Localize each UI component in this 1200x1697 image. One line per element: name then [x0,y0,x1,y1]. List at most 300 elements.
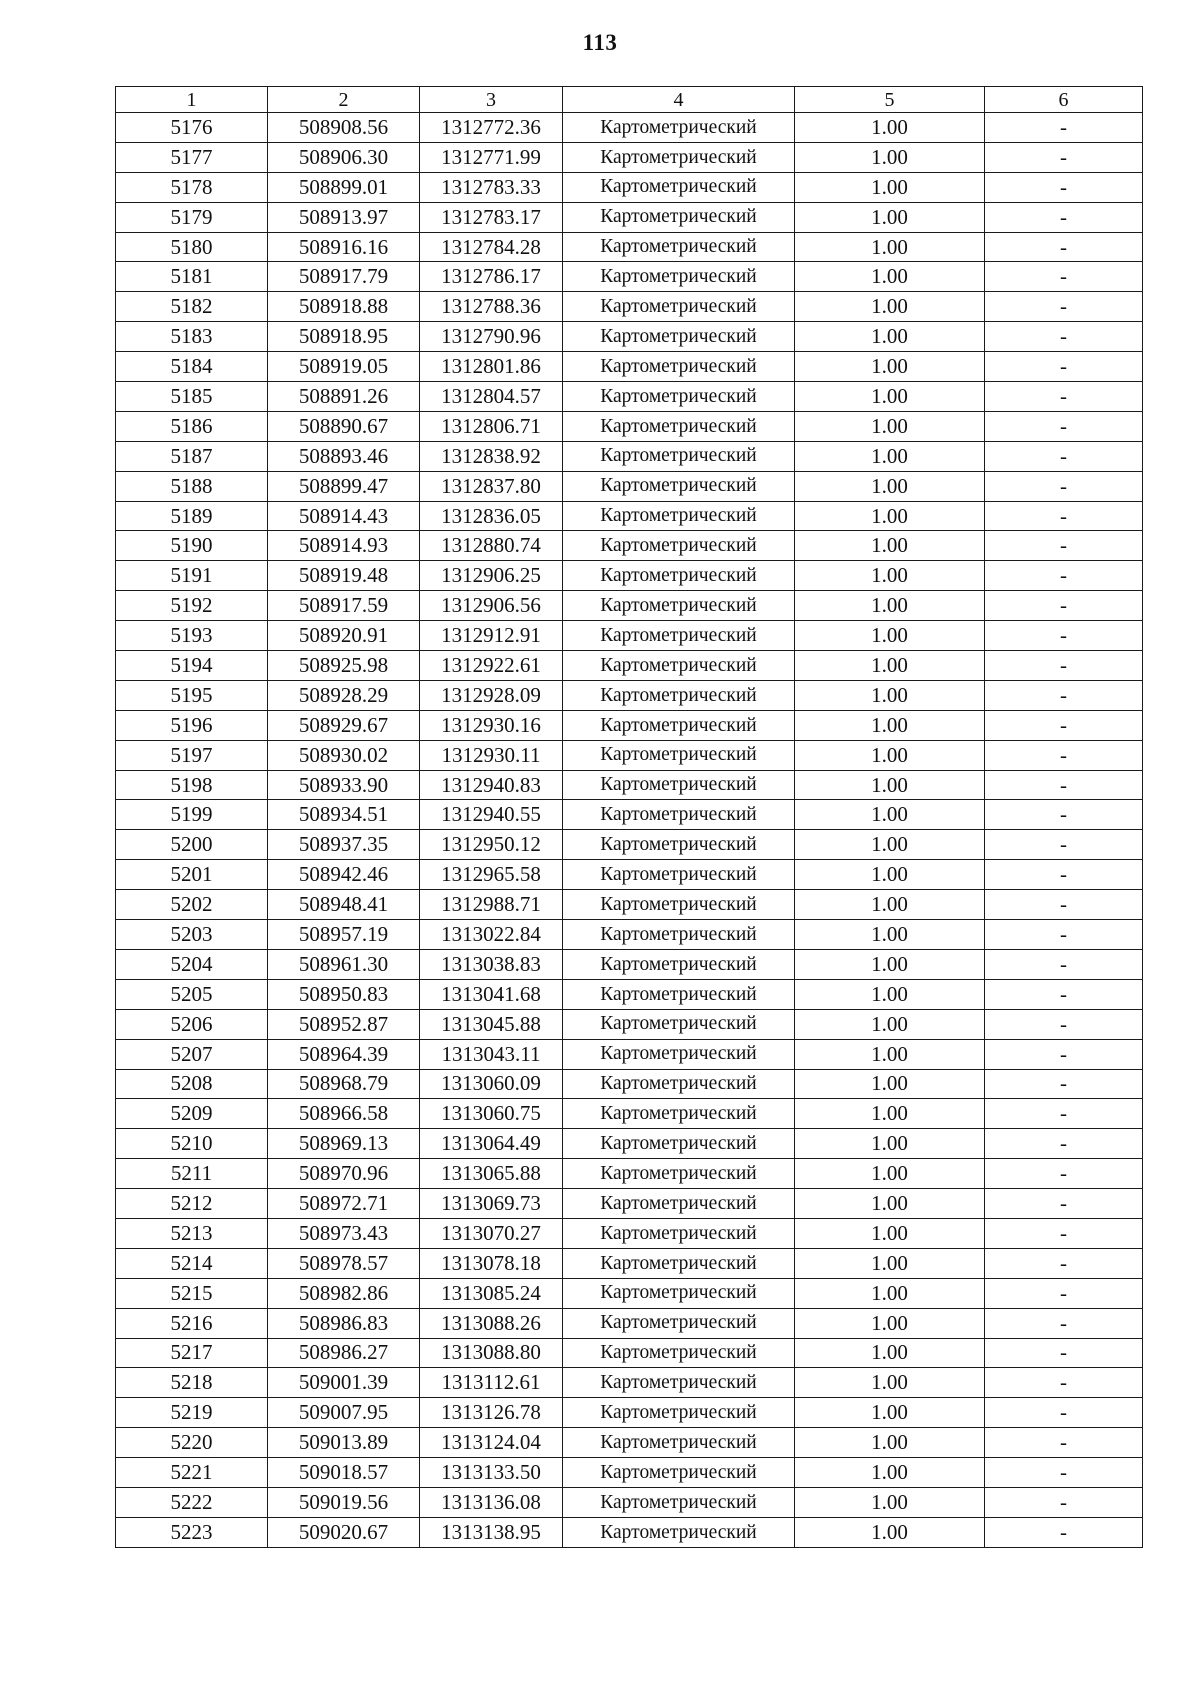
cell-x-coordinate: 508970.96 [268,1159,420,1189]
cell-x-coordinate: 508919.48 [268,561,420,591]
cell-method: Картометрический [563,830,795,860]
cell-note: - [985,770,1143,800]
cell-x-coordinate: 508930.02 [268,740,420,770]
cell-y-coordinate: 1312783.33 [420,172,563,202]
cell-note: - [985,1368,1143,1398]
table-row [116,591,1143,621]
table-row [116,949,1143,979]
cell-y-coordinate: 1313060.09 [420,1069,563,1099]
cell-method: Картометрический [563,1159,795,1189]
cell-point-number: 5222 [116,1487,268,1517]
cell-x-coordinate: 508942.46 [268,860,420,890]
cell-x-coordinate: 508937.35 [268,830,420,860]
table-row [116,890,1143,920]
cell-note: - [985,949,1143,979]
cell-method: Картометрический [563,680,795,710]
table-row [116,680,1143,710]
cell-x-coordinate: 508969.13 [268,1129,420,1159]
cell-point-number: 5221 [116,1458,268,1488]
cell-point-number: 5213 [116,1218,268,1248]
cell-y-coordinate: 1312912.91 [420,621,563,651]
cell-x-coordinate: 508925.98 [268,651,420,681]
cell-note: - [985,561,1143,591]
cell-note: - [985,172,1143,202]
cell-x-coordinate: 508986.83 [268,1308,420,1338]
cell-x-coordinate: 509019.56 [268,1487,420,1517]
cell-note: - [985,1069,1143,1099]
cell-note: - [985,1099,1143,1129]
cell-method: Картометрический [563,949,795,979]
cell-method: Картометрический [563,1189,795,1219]
cell-x-coordinate: 508916.16 [268,232,420,262]
cell-accuracy: 1.00 [795,352,985,382]
cell-x-coordinate: 508966.58 [268,1099,420,1129]
cell-method: Картометрический [563,1458,795,1488]
table-row [116,561,1143,591]
cell-x-coordinate: 508914.93 [268,531,420,561]
cell-accuracy: 1.00 [795,949,985,979]
cell-y-coordinate: 1313133.50 [420,1458,563,1488]
cell-method: Картометрический [563,561,795,591]
cell-note: - [985,1129,1143,1159]
cell-y-coordinate: 1313043.11 [420,1039,563,1069]
cell-point-number: 5211 [116,1159,268,1189]
cell-point-number: 5197 [116,740,268,770]
cell-y-coordinate: 1313038.83 [420,949,563,979]
table-row [116,800,1143,830]
cell-accuracy: 1.00 [795,1278,985,1308]
cell-x-coordinate: 508929.67 [268,710,420,740]
cell-accuracy: 1.00 [795,591,985,621]
table-row [116,1248,1143,1278]
cell-method: Картометрический [563,740,795,770]
table-row [116,1129,1143,1159]
cell-method: Картометрический [563,1248,795,1278]
cell-y-coordinate: 1312988.71 [420,890,563,920]
cell-accuracy: 1.00 [795,531,985,561]
cell-point-number: 5179 [116,202,268,232]
table-row [116,142,1143,172]
cell-point-number: 5214 [116,1248,268,1278]
cell-accuracy: 1.00 [795,1487,985,1517]
cell-method: Картометрический [563,979,795,1009]
cell-x-coordinate: 508934.51 [268,800,420,830]
cell-y-coordinate: 1313022.84 [420,920,563,950]
cell-x-coordinate: 509013.89 [268,1428,420,1458]
cell-method: Картометрический [563,800,795,830]
cell-method: Картометрический [563,1218,795,1248]
table-row [116,382,1143,412]
cell-x-coordinate: 509007.95 [268,1398,420,1428]
cell-x-coordinate: 508918.95 [268,322,420,352]
cell-point-number: 5218 [116,1368,268,1398]
cell-note: - [985,202,1143,232]
table-row [116,1278,1143,1308]
table-row [116,740,1143,770]
cell-accuracy: 1.00 [795,1129,985,1159]
cell-note: - [985,1458,1143,1488]
cell-point-number: 5186 [116,411,268,441]
cell-method: Картометрический [563,1009,795,1039]
cell-method: Картометрический [563,591,795,621]
cell-y-coordinate: 1313070.27 [420,1218,563,1248]
cell-point-number: 5177 [116,142,268,172]
cell-x-coordinate: 508972.71 [268,1189,420,1219]
cell-y-coordinate: 1313124.04 [420,1428,563,1458]
cell-note: - [985,830,1143,860]
cell-note: - [985,1487,1143,1517]
table-row [116,441,1143,471]
cell-accuracy: 1.00 [795,292,985,322]
cell-method: Картометрический [563,1129,795,1159]
column-header-3: 3 [420,87,563,113]
cell-note: - [985,1428,1143,1458]
table-row [116,1368,1143,1398]
cell-method: Картометрический [563,1368,795,1398]
cell-x-coordinate: 508978.57 [268,1248,420,1278]
cell-accuracy: 1.00 [795,322,985,352]
cell-y-coordinate: 1312837.80 [420,471,563,501]
cell-accuracy: 1.00 [795,800,985,830]
table-row [116,770,1143,800]
cell-accuracy: 1.00 [795,1338,985,1368]
cell-method: Картометрический [563,860,795,890]
cell-method: Картометрический [563,1039,795,1069]
cell-note: - [985,1039,1143,1069]
cell-x-coordinate: 508908.56 [268,113,420,143]
cell-note: - [985,292,1143,322]
table-header [116,87,1143,113]
table-body [116,113,1143,1548]
cell-accuracy: 1.00 [795,710,985,740]
cell-note: - [985,1218,1143,1248]
cell-note: - [985,1278,1143,1308]
cell-x-coordinate: 508952.87 [268,1009,420,1039]
cell-accuracy: 1.00 [795,830,985,860]
cell-method: Картометрический [563,292,795,322]
cell-note: - [985,1398,1143,1428]
table-row [116,1039,1143,1069]
table-row [116,352,1143,382]
cell-y-coordinate: 1312836.05 [420,501,563,531]
cell-method: Картометрический [563,531,795,561]
cell-x-coordinate: 508973.43 [268,1218,420,1248]
cell-method: Картометрический [563,621,795,651]
cell-point-number: 5195 [116,680,268,710]
cell-accuracy: 1.00 [795,113,985,143]
table-row [116,292,1143,322]
cell-method: Картометрический [563,770,795,800]
cell-accuracy: 1.00 [795,1517,985,1547]
cell-method: Картометрический [563,322,795,352]
cell-method: Картометрический [563,411,795,441]
cell-point-number: 5208 [116,1069,268,1099]
cell-y-coordinate: 1312906.56 [420,591,563,621]
cell-accuracy: 1.00 [795,1428,985,1458]
cell-x-coordinate: 508913.97 [268,202,420,232]
cell-accuracy: 1.00 [795,979,985,1009]
cell-point-number: 5203 [116,920,268,950]
table-row [116,710,1143,740]
cell-point-number: 5217 [116,1338,268,1368]
cell-y-coordinate: 1312880.74 [420,531,563,561]
cell-x-coordinate: 508964.39 [268,1039,420,1069]
cell-y-coordinate: 1312928.09 [420,680,563,710]
cell-x-coordinate: 508961.30 [268,949,420,979]
cell-method: Картометрический [563,142,795,172]
cell-accuracy: 1.00 [795,441,985,471]
column-header-4: 4 [563,87,795,113]
cell-point-number: 5183 [116,322,268,352]
cell-note: - [985,740,1143,770]
cell-point-number: 5204 [116,949,268,979]
cell-point-number: 5198 [116,770,268,800]
cell-method: Картометрический [563,501,795,531]
cell-y-coordinate: 1313136.08 [420,1487,563,1517]
table-row [116,1487,1143,1517]
cell-accuracy: 1.00 [795,1458,985,1488]
cell-note: - [985,382,1143,412]
cell-x-coordinate: 508918.88 [268,292,420,322]
cell-note: - [985,621,1143,651]
cell-y-coordinate: 1313078.18 [420,1248,563,1278]
cell-point-number: 5192 [116,591,268,621]
cell-note: - [985,322,1143,352]
cell-y-coordinate: 1313085.24 [420,1278,563,1308]
cell-method: Картометрический [563,1099,795,1129]
cell-accuracy: 1.00 [795,471,985,501]
cell-point-number: 5202 [116,890,268,920]
header-row [116,87,1143,113]
cell-accuracy: 1.00 [795,770,985,800]
table-row [116,501,1143,531]
cell-method: Картометрический [563,1308,795,1338]
cell-note: - [985,1009,1143,1039]
cell-method: Картометрический [563,1487,795,1517]
cell-point-number: 5185 [116,382,268,412]
cell-accuracy: 1.00 [795,202,985,232]
cell-x-coordinate: 508957.19 [268,920,420,950]
cell-y-coordinate: 1313088.26 [420,1308,563,1338]
table-row [116,1517,1143,1547]
cell-accuracy: 1.00 [795,1248,985,1278]
cell-x-coordinate: 508893.46 [268,441,420,471]
cell-y-coordinate: 1312950.12 [420,830,563,860]
cell-accuracy: 1.00 [795,172,985,202]
cell-point-number: 5193 [116,621,268,651]
cell-accuracy: 1.00 [795,561,985,591]
cell-x-coordinate: 508920.91 [268,621,420,651]
cell-point-number: 5200 [116,830,268,860]
cell-x-coordinate: 508890.67 [268,411,420,441]
cell-y-coordinate: 1312806.71 [420,411,563,441]
page-number: 113 [582,30,618,55]
cell-note: - [985,890,1143,920]
cell-point-number: 5191 [116,561,268,591]
cell-note: - [985,1159,1143,1189]
coordinates-table [115,86,1143,1548]
cell-note: - [985,800,1143,830]
cell-accuracy: 1.00 [795,1009,985,1039]
cell-point-number: 5190 [116,531,268,561]
cell-x-coordinate: 509020.67 [268,1517,420,1547]
cell-y-coordinate: 1312965.58 [420,860,563,890]
cell-accuracy: 1.00 [795,1398,985,1428]
table-row [116,202,1143,232]
cell-point-number: 5182 [116,292,268,322]
cell-accuracy: 1.00 [795,680,985,710]
cell-method: Картометрический [563,1517,795,1547]
cell-accuracy: 1.00 [795,382,985,412]
table-row [116,1338,1143,1368]
cell-point-number: 5189 [116,501,268,531]
cell-y-coordinate: 1312788.36 [420,292,563,322]
cell-x-coordinate: 508933.90 [268,770,420,800]
table-row [116,1159,1143,1189]
cell-note: - [985,1189,1143,1219]
table-row [116,1458,1143,1488]
cell-accuracy: 1.00 [795,1308,985,1338]
cell-method: Картометрический [563,352,795,382]
table-row [116,920,1143,950]
cell-point-number: 5184 [116,352,268,382]
table-row [116,1218,1143,1248]
cell-note: - [985,860,1143,890]
cell-y-coordinate: 1312930.11 [420,740,563,770]
cell-method: Картометрический [563,890,795,920]
cell-y-coordinate: 1312804.57 [420,382,563,412]
cell-note: - [985,920,1143,950]
cell-method: Картометрический [563,710,795,740]
column-header-1: 1 [116,87,268,113]
cell-note: - [985,411,1143,441]
table-row [116,979,1143,1009]
cell-point-number: 5178 [116,172,268,202]
cell-note: - [985,352,1143,382]
cell-note: - [985,262,1143,292]
cell-y-coordinate: 1313138.95 [420,1517,563,1547]
cell-note: - [985,232,1143,262]
cell-accuracy: 1.00 [795,651,985,681]
table-row [116,1189,1143,1219]
cell-accuracy: 1.00 [795,860,985,890]
table-row [116,262,1143,292]
table-row [116,531,1143,561]
cell-x-coordinate: 508919.05 [268,352,420,382]
cell-note: - [985,142,1143,172]
cell-point-number: 5210 [116,1129,268,1159]
cell-y-coordinate: 1313064.49 [420,1129,563,1159]
cell-point-number: 5207 [116,1039,268,1069]
cell-y-coordinate: 1313065.88 [420,1159,563,1189]
cell-method: Картометрический [563,651,795,681]
table-row [116,830,1143,860]
cell-accuracy: 1.00 [795,142,985,172]
cell-accuracy: 1.00 [795,501,985,531]
cell-method: Картометрический [563,382,795,412]
cell-point-number: 5209 [116,1099,268,1129]
cell-x-coordinate: 508948.41 [268,890,420,920]
cell-point-number: 5206 [116,1009,268,1039]
cell-accuracy: 1.00 [795,1069,985,1099]
cell-accuracy: 1.00 [795,1368,985,1398]
table-row [116,471,1143,501]
cell-method: Картометрический [563,113,795,143]
cell-note: - [985,591,1143,621]
cell-x-coordinate: 508917.79 [268,262,420,292]
table-row [116,1099,1143,1129]
cell-accuracy: 1.00 [795,1159,985,1189]
cell-point-number: 5216 [116,1308,268,1338]
cell-y-coordinate: 1312771.99 [420,142,563,172]
cell-accuracy: 1.00 [795,920,985,950]
cell-accuracy: 1.00 [795,1039,985,1069]
cell-accuracy: 1.00 [795,411,985,441]
cell-method: Картометрический [563,1069,795,1099]
cell-method: Картометрический [563,471,795,501]
cell-method: Картометрический [563,1278,795,1308]
cell-y-coordinate: 1312801.86 [420,352,563,382]
table-row [116,411,1143,441]
cell-x-coordinate: 509018.57 [268,1458,420,1488]
cell-x-coordinate: 508899.47 [268,471,420,501]
cell-point-number: 5194 [116,651,268,681]
table-row [116,172,1143,202]
cell-y-coordinate: 1312790.96 [420,322,563,352]
cell-x-coordinate: 508928.29 [268,680,420,710]
cell-note: - [985,651,1143,681]
cell-method: Картометрический [563,1428,795,1458]
table-row [116,651,1143,681]
cell-y-coordinate: 1312772.36 [420,113,563,143]
table-row [116,860,1143,890]
cell-y-coordinate: 1312940.55 [420,800,563,830]
cell-note: - [985,1338,1143,1368]
cell-point-number: 5223 [116,1517,268,1547]
cell-method: Картометрический [563,920,795,950]
cell-x-coordinate: 509001.39 [268,1368,420,1398]
cell-note: - [985,441,1143,471]
cell-point-number: 5212 [116,1189,268,1219]
cell-y-coordinate: 1313045.88 [420,1009,563,1039]
cell-method: Картометрический [563,232,795,262]
cell-y-coordinate: 1312786.17 [420,262,563,292]
cell-note: - [985,471,1143,501]
column-header-5: 5 [795,87,985,113]
cell-x-coordinate: 508950.83 [268,979,420,1009]
cell-y-coordinate: 1313041.68 [420,979,563,1009]
cell-note: - [985,531,1143,561]
cell-x-coordinate: 508899.01 [268,172,420,202]
cell-method: Картометрический [563,202,795,232]
cell-note: - [985,680,1143,710]
cell-method: Картометрический [563,441,795,471]
cell-point-number: 5180 [116,232,268,262]
cell-y-coordinate: 1312783.17 [420,202,563,232]
cell-note: - [985,1517,1143,1547]
cell-note: - [985,710,1143,740]
column-header-6: 6 [985,87,1143,113]
table-row [116,1308,1143,1338]
cell-point-number: 5205 [116,979,268,1009]
cell-y-coordinate: 1313112.61 [420,1368,563,1398]
cell-note: - [985,979,1143,1009]
cell-point-number: 5176 [116,113,268,143]
cell-y-coordinate: 1312906.25 [420,561,563,591]
cell-note: - [985,1308,1143,1338]
cell-accuracy: 1.00 [795,890,985,920]
table-row [116,232,1143,262]
